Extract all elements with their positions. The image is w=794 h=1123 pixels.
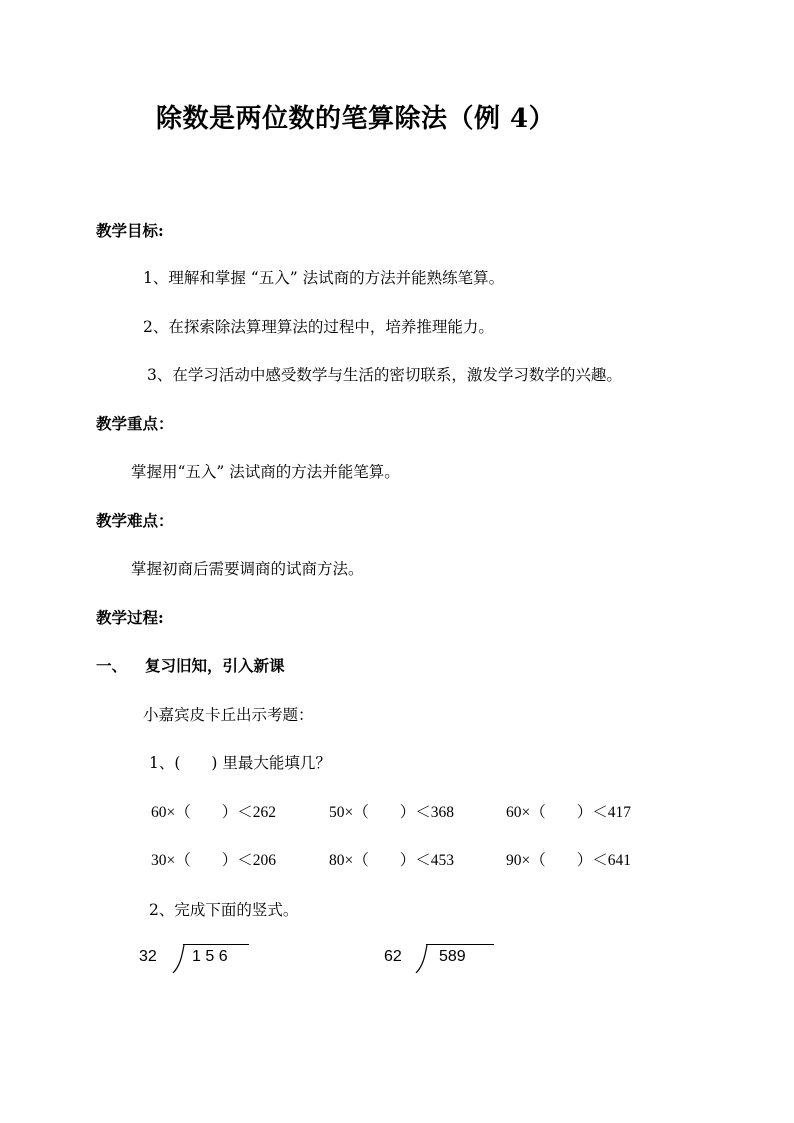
page-title: 除数是两位数的笔算除法（例 4）: [156, 104, 556, 134]
division-bracket-icon: [413, 944, 429, 974]
divisor: 62: [384, 948, 402, 965]
inequality: 60×（ ）＜262: [151, 804, 276, 821]
inequality: 80×（ ）＜453: [329, 852, 454, 869]
difficulties-heading: 教学难点：: [96, 511, 174, 530]
inequality: 60×（ ）＜417: [506, 804, 631, 821]
process-heading: 教学过程:: [96, 608, 164, 627]
divisor: 32: [139, 948, 157, 965]
inequality: 50×（ ）＜368: [329, 804, 454, 821]
question-1: 1、( ) 里最大能填几？: [149, 754, 331, 772]
intro-text: 小嘉宾皮卡丘出示考题：: [143, 706, 314, 724]
section-number: 一、: [96, 656, 128, 675]
objective-item-3: 3、在学习活动中感受数学与生活的密切联系，激发学习数学的兴趣。: [147, 366, 622, 384]
objectives-heading: 教学目标:: [96, 221, 164, 240]
objective-item-1: 1、理解和掌握 “五入” 法试商的方法并能熟练笔算。: [143, 269, 505, 287]
dividend: 1 5 6: [192, 948, 228, 965]
long-division-2: [384, 944, 504, 978]
objective-item-2: 2、在探索除法算理算法的过程中，培养推理能力。: [143, 318, 494, 336]
long-division-1: [139, 944, 259, 978]
question-2: 2、完成下面的竖式。: [149, 901, 299, 919]
difficulties-text: 掌握初商后需要调商的试商方法。: [131, 560, 364, 578]
inequality-row-2: [0, 848, 794, 870]
section-title: 复习旧知，引入新课: [145, 656, 285, 675]
key-points-text: 掌握用“五入” 法试商的方法并能笔算。: [131, 463, 400, 481]
inequality: 30×（ ）＜206: [151, 852, 276, 869]
division-bar: [426, 944, 494, 945]
dividend: 589: [439, 948, 466, 965]
inequality-row-1: [0, 800, 794, 822]
key-points-heading: 教学重点：: [96, 414, 174, 433]
division-bar: [183, 944, 249, 945]
inequality: 90×（ ）＜641: [506, 852, 631, 869]
division-bracket-icon: [170, 944, 186, 974]
